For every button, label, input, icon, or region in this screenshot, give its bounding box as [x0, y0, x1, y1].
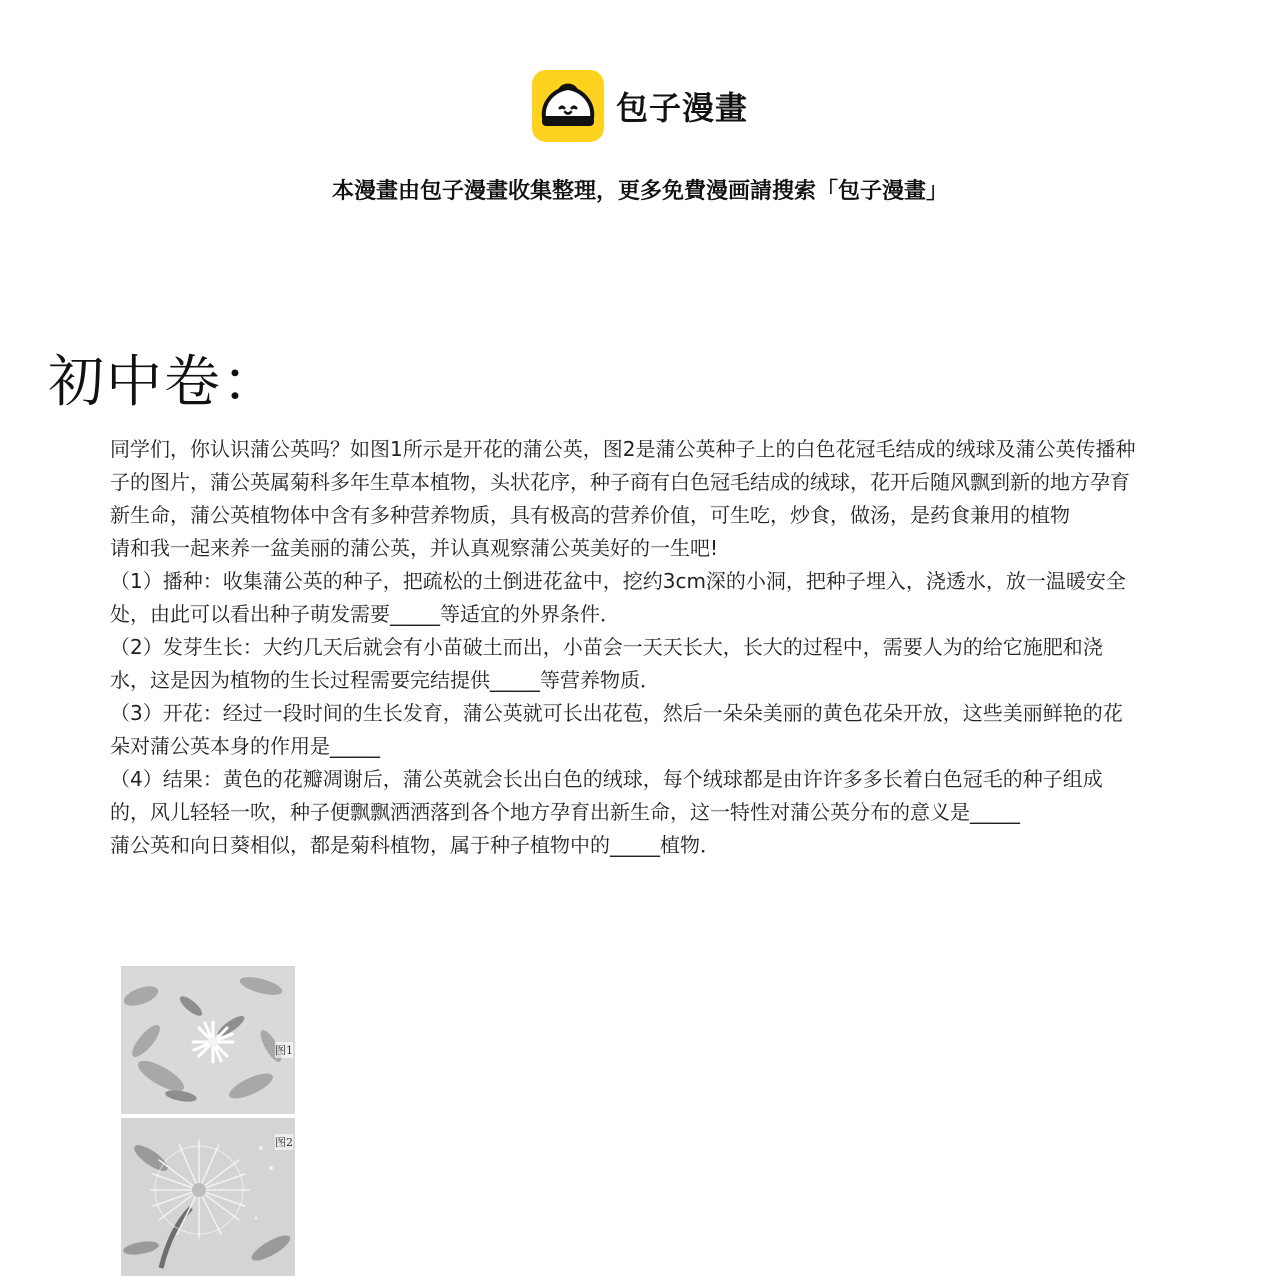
question-body — [110, 433, 1140, 862]
question-4: （4）结果：黄色的花瓣凋谢后，蒲公英就会长出白色的绒球，每个绒球都是由许许多多长着白色冠毛的种子组成的，风儿轻轻一吹，种子便飘飘洒洒落到各个地方孕育出新生命，这一特性对蒲公英分布的意义是_____ — [110, 767, 1103, 824]
question-1: （1）播种：收集蒲公英的种子，把疏松的土倒进花盆中，挖约3cm深的小洞，把种子埋入，浇透水，放一温暖安全处，由此可以看出种子萌发需要_____等适宜的外界条件． — [110, 569, 1126, 626]
figure-2-label: 图2 — [275, 1136, 293, 1149]
figure-1-dandelion-flower — [121, 966, 295, 1114]
collection-notice: 本漫畫由包子漫畫收集整理，更多免費漫画請搜索「包子漫畫」 — [331, 179, 948, 204]
question-3: （3）开花：经过一段时间的生长发育，蒲公英就可长出花苞，然后一朵朵美丽的黄色花朵开放，这些美丽鲜艳的花朵对蒲公英本身的作用是_____ — [110, 701, 1123, 758]
baozi-logo-icon — [532, 70, 604, 142]
figure-2-dandelion-seed-ball — [121, 1118, 295, 1276]
figure-group — [121, 966, 297, 1276]
brand-header — [532, 70, 748, 142]
figure-1-label: 图1 — [275, 1044, 293, 1057]
invitation-paragraph: 请和我一起来养一盆美丽的蒲公英，并认真观察蒲公英美好的一生吧! — [110, 536, 719, 560]
intro-paragraph: 同学们，你认识蒲公英吗？如图1所示是开花的蒲公英，图2是蒲公英种子上的白色花冠毛结成的绒球及蒲公英传播种子的图片，蒲公英属菊科多年生草本植物，头状花序，种子商有白色冠毛结成的绒球，花开后随风飘到新的地方孕育新生命，蒲公英植物体中含有多种营养物质，具有极高的营养价值，可生吃，炒食，做汤，是药食兼用的植物 — [110, 437, 1136, 527]
question-5: 蒲公英和向日葵相似，都是菊科植物，属于种子植物中的_____植物． — [110, 833, 720, 857]
brand-name: 包子漫畫 — [616, 89, 749, 127]
section-title: 初中卷： — [48, 350, 280, 415]
question-2: （2）发芽生长：大约几天后就会有小苗破土而出，小苗会一天天长大，长大的过程中，需要人为的给它施肥和浇水，这是因为植物的生长过程需要完结提供_____等营养物质． — [110, 635, 1103, 692]
